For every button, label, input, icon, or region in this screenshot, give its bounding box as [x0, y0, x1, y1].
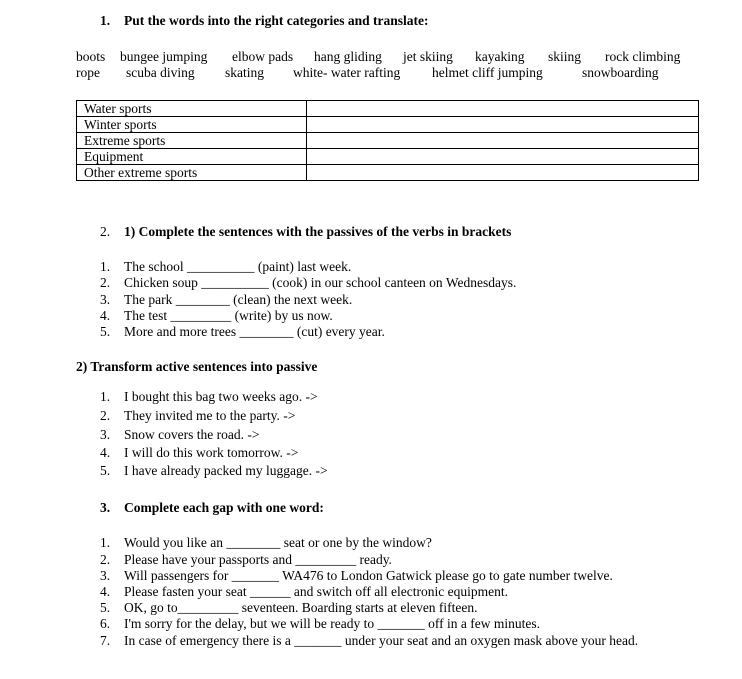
answer-cell[interactable] [307, 165, 699, 181]
word-item: elbow pads [232, 49, 294, 64]
answer-cell[interactable] [307, 133, 699, 149]
list-item: 3. The park ________ (clean) the next week. [100, 292, 353, 307]
task3-number: 3. [100, 500, 111, 515]
word-item: jet skiing [403, 49, 453, 64]
word-item: snowboarding [582, 65, 659, 80]
word-item: bungee jumping [120, 49, 208, 64]
category-label: Equipment [77, 149, 307, 165]
category-table [76, 100, 699, 181]
word-item: skiing [548, 49, 582, 64]
list-item: 1. The school __________ (paint) last week. [100, 259, 352, 274]
word-item: rope [76, 65, 100, 80]
word-item: hang gliding [314, 49, 382, 64]
category-label: Other extreme sports [77, 165, 307, 181]
list-item: 5. More and more trees ________ (cut) every year. [100, 324, 385, 339]
list-item: 4. Please fasten your seat ______ and switch off all electronic equipment. [100, 584, 509, 599]
list-item: 1. I bought this bag two weeks ago. -> [100, 389, 318, 404]
task1-heading: Put the words into the right categories and translate: [124, 13, 429, 28]
table-row [77, 165, 699, 181]
answer-cell[interactable] [307, 117, 699, 133]
task2-heading: 1) Complete the sentences with the passives of the verbs in brackets [124, 224, 512, 239]
word-item: kayaking [475, 49, 525, 64]
word-item: rock climbing [605, 49, 681, 64]
task2-sub-heading: 2) Transform active sentences into passive [76, 359, 318, 374]
table-row [77, 117, 699, 133]
list-item: 3. Will passengers for _______ WA476 to London Gatwick please go to gate number twelve. [100, 568, 613, 583]
word-item: skating [225, 65, 264, 80]
list-item: 4. The test _________ (write) by us now. [100, 308, 333, 323]
list-item: 2. They invited me to the party. -> [100, 408, 296, 423]
task2-title [100, 224, 511, 240]
task3-heading: Complete each gap with one word: [124, 500, 324, 515]
task1-number: 1. [100, 13, 111, 28]
word-item: white- water rafting [293, 65, 401, 80]
word-item: scuba diving [126, 65, 195, 80]
table-row [77, 149, 699, 165]
category-label: Water sports [77, 101, 307, 117]
word-item: helmet cliff jumping [432, 65, 543, 80]
task3-title [100, 500, 324, 516]
list-item: 7. In case of emergency there is a _______ under your seat and an oxygen mask above your head. [100, 633, 639, 648]
answer-cell[interactable] [307, 101, 699, 117]
category-label: Winter sports [77, 117, 307, 133]
list-item: 3. Snow covers the road. -> [100, 427, 260, 442]
task2-number: 2. [100, 224, 111, 239]
list-item: 5. I have already packed my luggage. -> [100, 463, 328, 478]
answer-cell[interactable] [307, 149, 699, 165]
list-item: 2. Chicken soup __________ (cook) in our school canteen on Wednesdays. [100, 275, 517, 290]
category-label: Extreme sports [77, 133, 307, 149]
list-item: 4. I will do this work tomorrow. -> [100, 445, 299, 460]
list-item: 5. OK, go to_________ seventeen. Boarding starts at eleven fifteen. [100, 600, 478, 615]
list-item: 1. Would you like an ________ seat or one by the window? [100, 535, 432, 550]
table-row [77, 133, 699, 149]
task1-title [100, 13, 428, 29]
table-row [77, 101, 699, 117]
word-item: boots [76, 49, 106, 64]
list-item: 6. I'm sorry for the delay, but we will be ready to _______ off in a few minutes. [100, 616, 540, 631]
list-item: 2. Please have your passports and _________ ready. [100, 552, 392, 567]
